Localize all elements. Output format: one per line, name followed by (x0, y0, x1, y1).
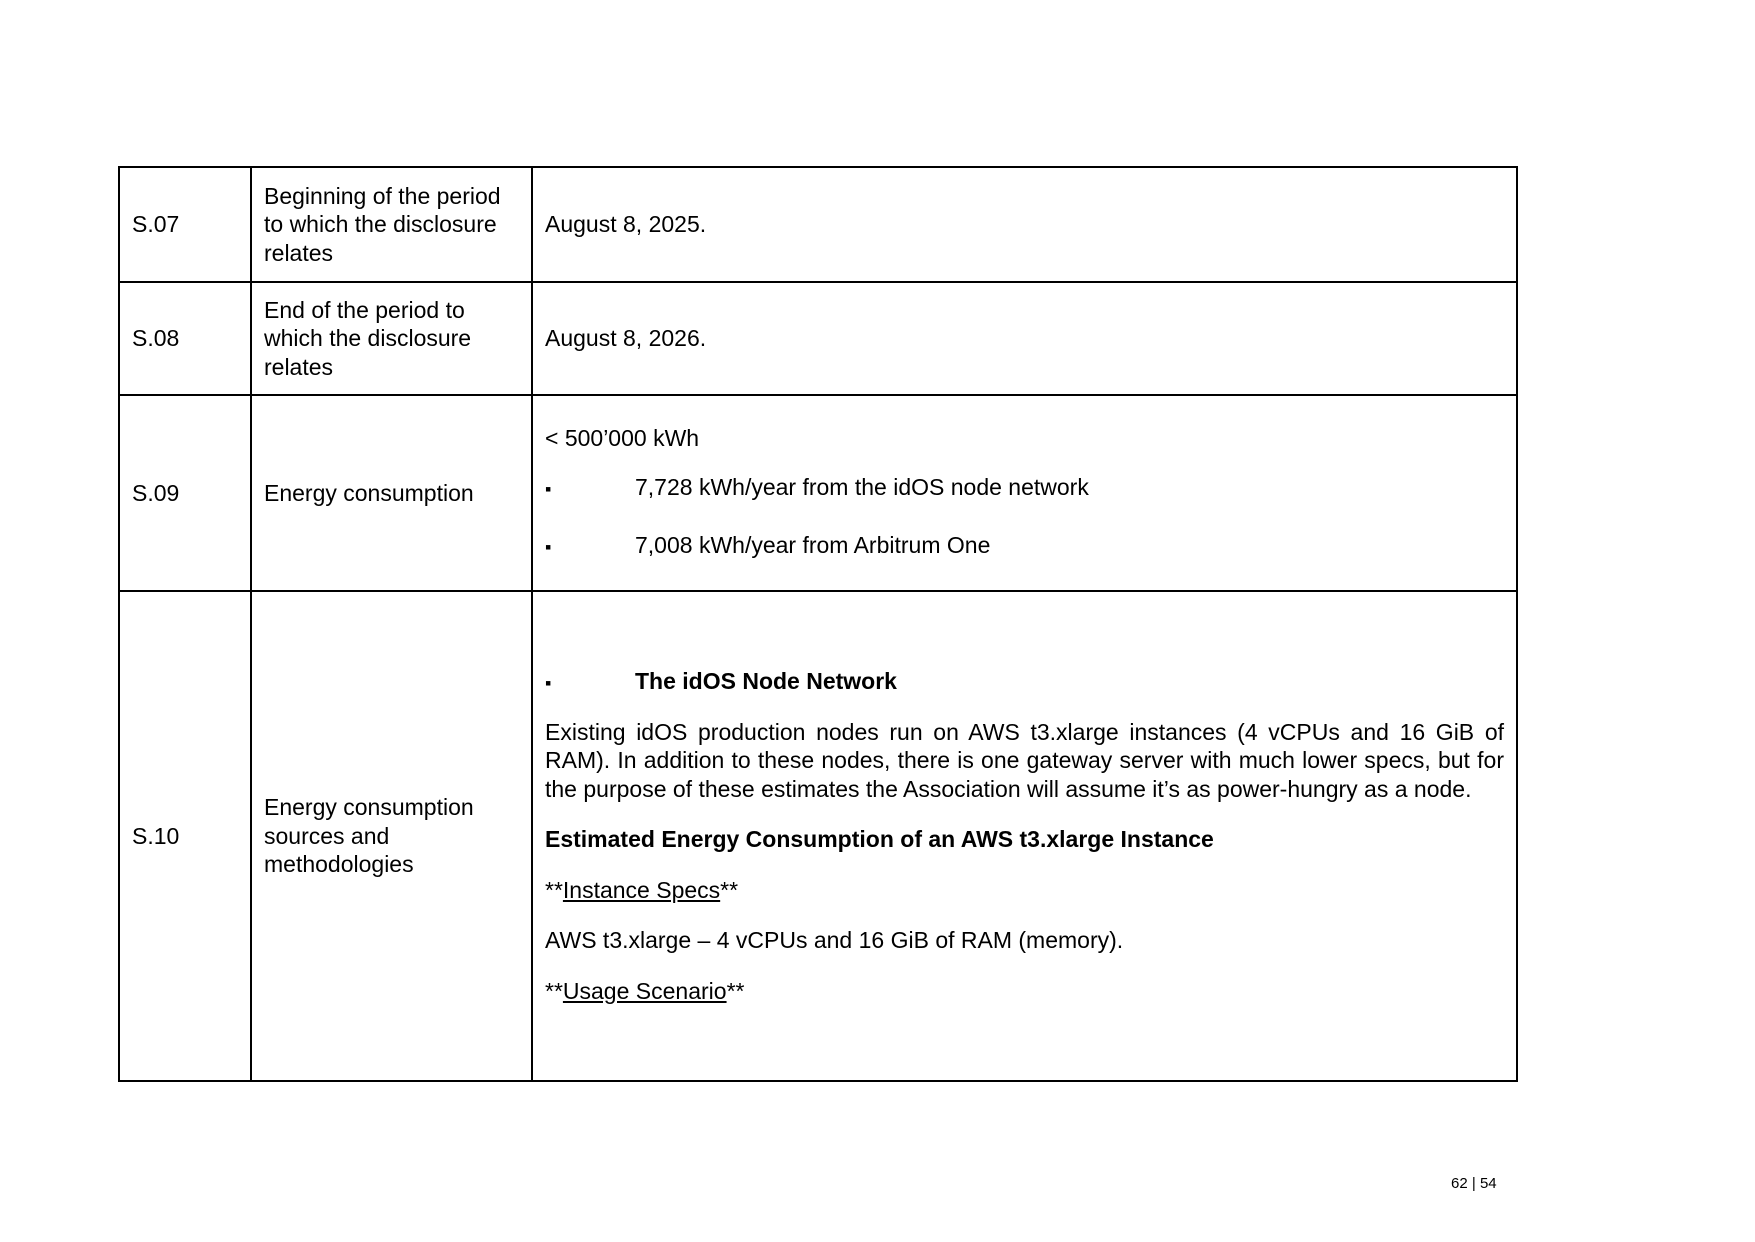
table-row (119, 167, 1517, 282)
bullet-text: 7,008 kWh/year from Arbitrum One (635, 532, 991, 559)
field-value-cell: August 8, 2025. (532, 167, 1517, 282)
field-value-cell: August 8, 2026. (532, 282, 1517, 395)
section-heading: The idOS Node Network (635, 668, 897, 694)
field-value-cell (532, 591, 1517, 1081)
page-current: 62 (1451, 1175, 1468, 1192)
bullet-icon: ▪ (545, 478, 552, 499)
emphasis-marker: ** (545, 876, 563, 903)
bullet-icon: ▪ (545, 537, 552, 558)
energy-total: < 500’000 kWh (545, 425, 700, 452)
methodology-paragraph: Existing idOS production nodes run on AWS t3.xlarge instances (4 vCPUs and 16 GiB of RAM). In addition to these nodes, there is one gateway server with much lower specs, but for the purpose of these estimates the Association will assume it’s as power-hungry as a node. (545, 718, 1504, 802)
field-label-cell: Energy consumption (251, 395, 532, 591)
field-label-cell: End of the period to which the disclosure relates (251, 282, 532, 395)
list-item (545, 531, 1504, 562)
field-id-cell: S.08 (119, 282, 251, 395)
emphasis-marker: ** (726, 977, 745, 1004)
instance-specs-text: AWS t3.xlarge – 4 vCPUs and 16 GiB of RAM (memory). (545, 927, 1124, 953)
emphasis-marker: ** (720, 876, 739, 903)
list-item (545, 667, 1504, 698)
instance-specs-label: Instance Specs (562, 876, 721, 903)
table-row (119, 395, 1517, 591)
usage-scenario-label: Usage Scenario (562, 977, 727, 1004)
instance-specs-heading (545, 876, 1504, 905)
bullet-icon: ▪ (545, 673, 552, 693)
table-row (119, 282, 1517, 395)
disclosure-table (118, 166, 1518, 1082)
field-id-cell: S.07 (119, 167, 251, 282)
bullet-text: 7,728 kWh/year from the idOS node network (635, 473, 1089, 500)
page-separator: | (1471, 1175, 1476, 1192)
table-row (119, 591, 1517, 1081)
field-label-cell: Beginning of the period to which the disclosure relates (251, 167, 532, 282)
field-value-cell (532, 395, 1517, 591)
subheading: Estimated Energy Consumption of an AWS t3.xlarge Instance (545, 826, 1214, 852)
usage-scenario-heading (545, 977, 1504, 1006)
field-id-cell: S.09 (119, 395, 251, 591)
field-label-cell: Energy consumption sources and methodologies (251, 591, 532, 1081)
field-id-cell: S.10 (119, 591, 251, 1081)
page-total: 54 (1479, 1175, 1497, 1192)
list-item (545, 473, 1504, 504)
page-number (1451, 1175, 1497, 1193)
emphasis-marker: ** (545, 977, 563, 1004)
